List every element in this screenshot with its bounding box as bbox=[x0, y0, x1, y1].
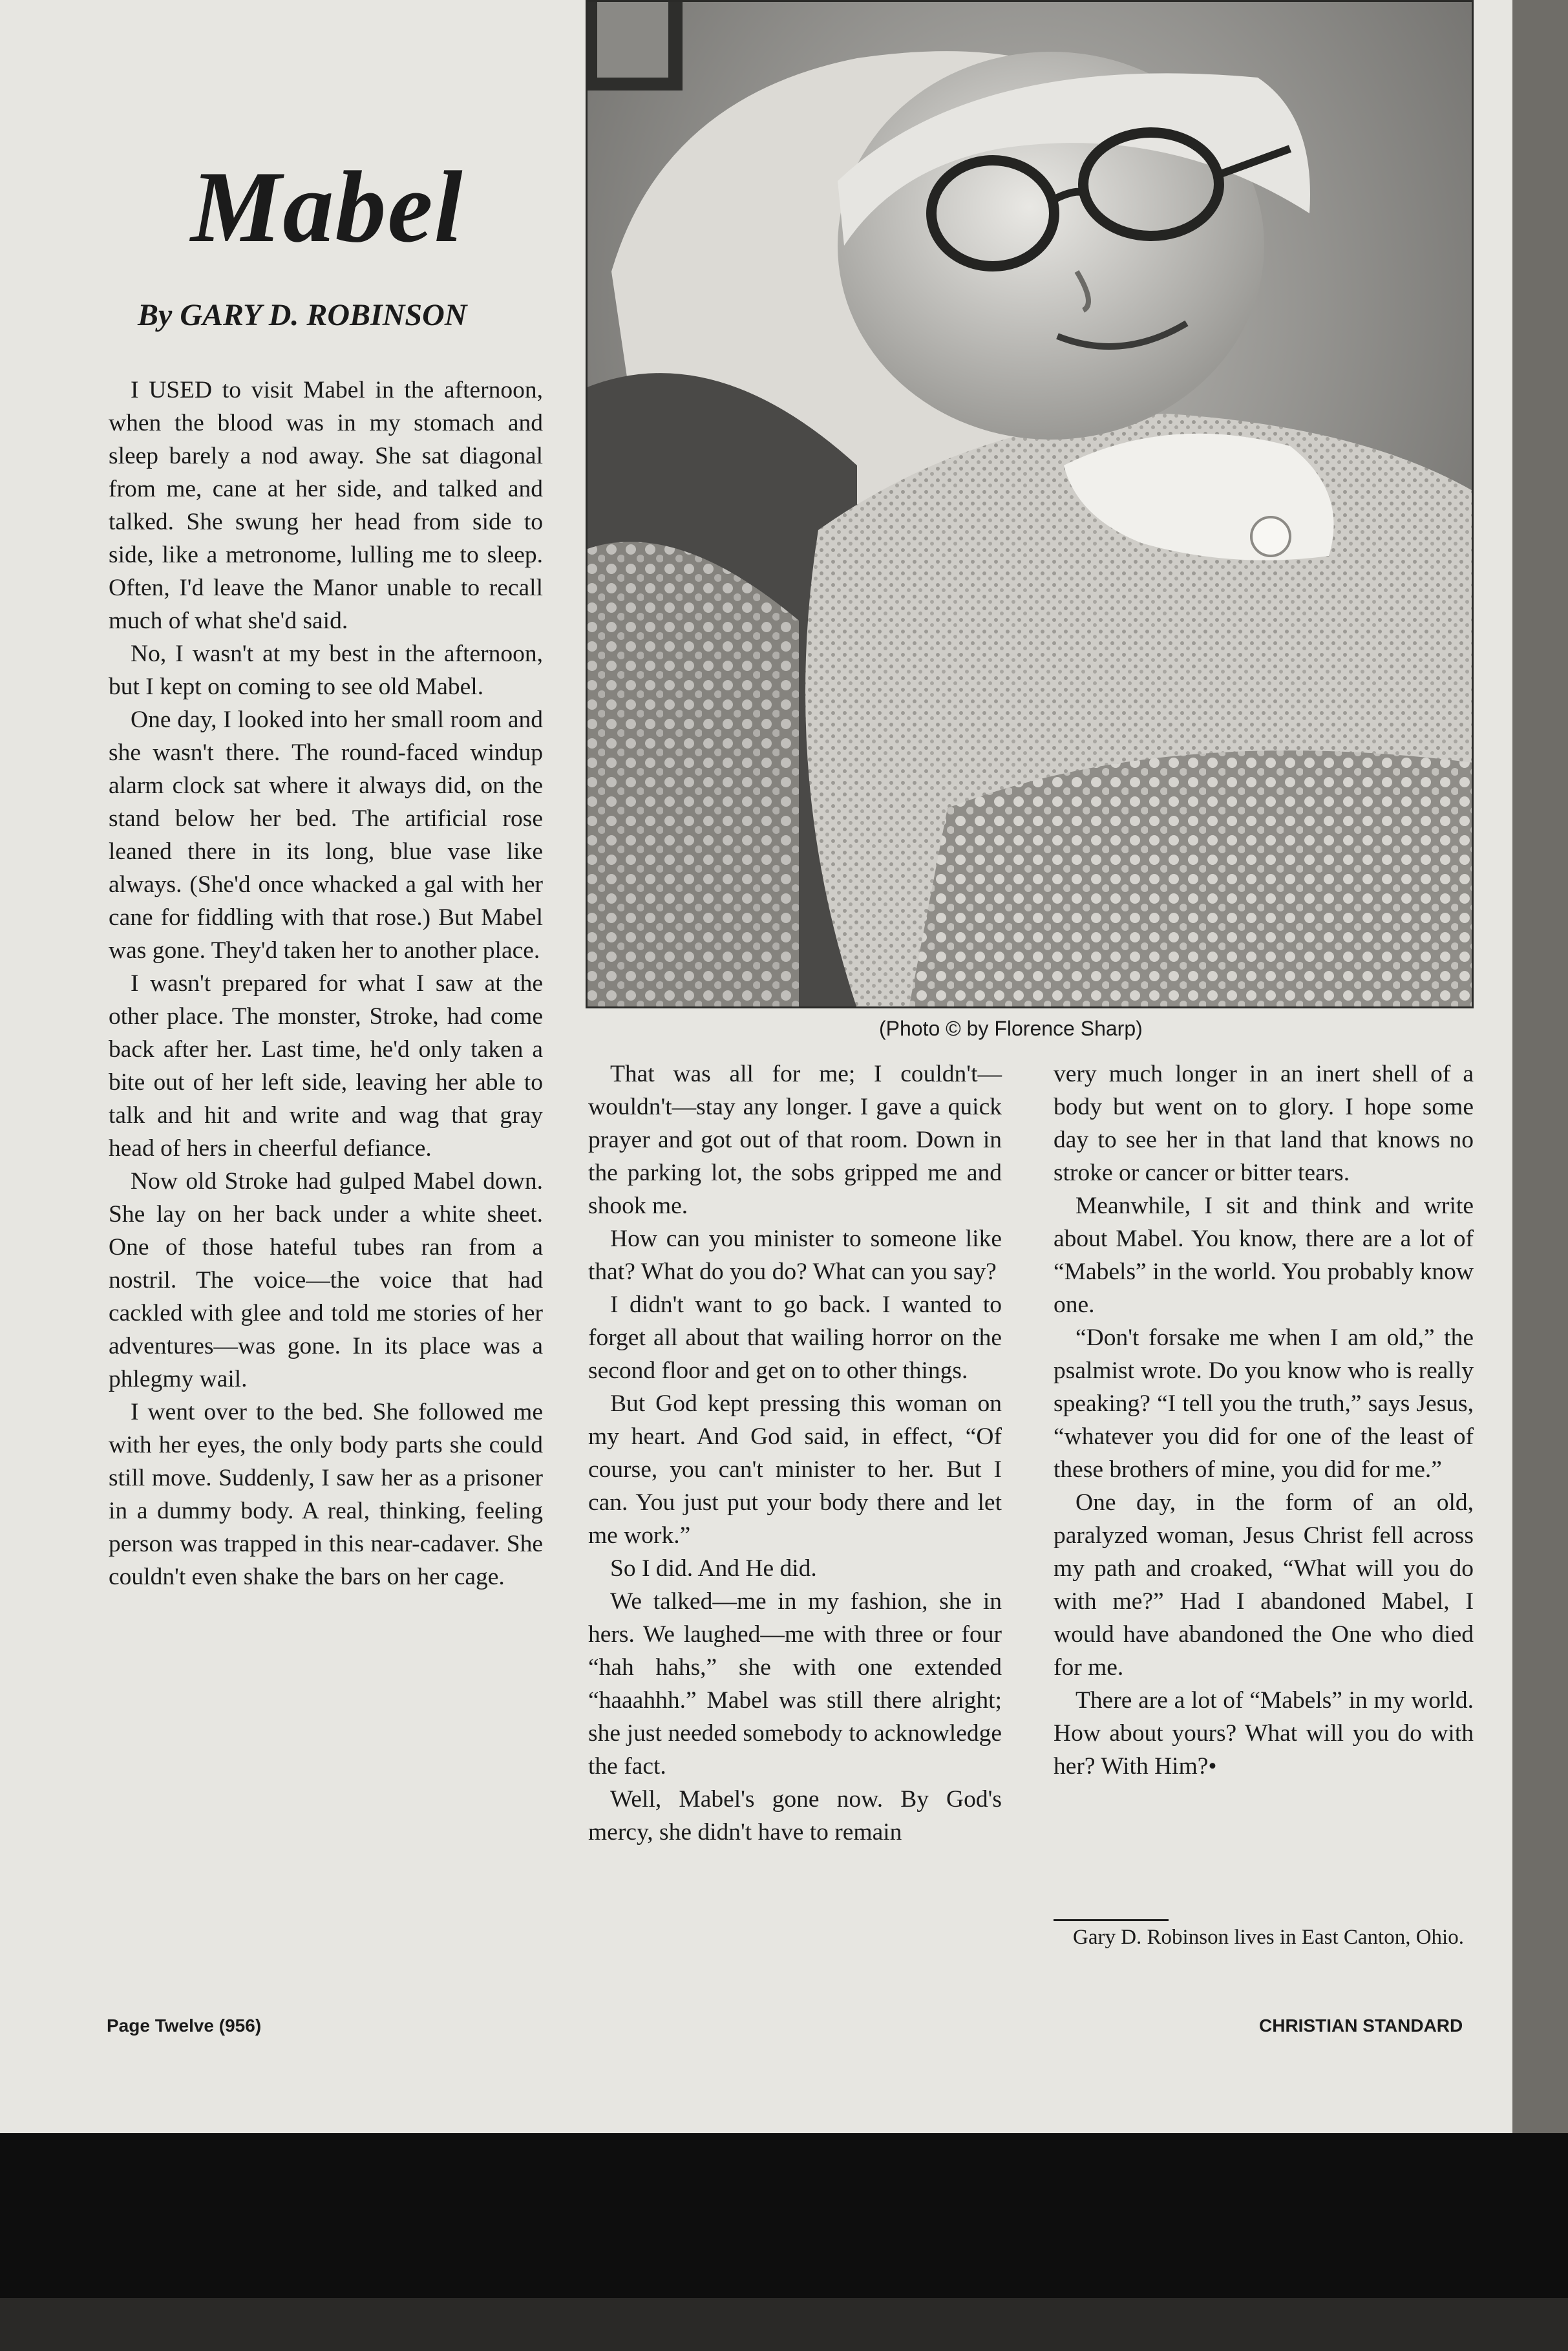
byline: By GARY D. ROBINSON bbox=[138, 298, 467, 332]
article-column-3 bbox=[1054, 1058, 1474, 1783]
paragraph: very much longer in an inert shell of a body but went on to glory. I hope some day to see her in that land that knows no stroke or cancer or bitter tears. bbox=[1054, 1061, 1474, 1186]
article-column-1 bbox=[109, 374, 543, 1593]
paragraph: We talked—me in my fashion, she in hers. We laughed—me with three or four “hah hahs,” she with one extended “haaahhh.” Mabel was still there alright; she just needed somebody to acknowledge the fact. bbox=[588, 1588, 1002, 1780]
paragraph: I USED to visit Mabel in the afternoon, when the blood was in my stomach and sleep barely a nod away. She sat diagonal from me, cane at her side, and talked and talked. She swung her head from side to side, like a metronome, lulling me to sleep. Often, I'd leave the Manor unable to recall much of what she'd said. bbox=[109, 377, 543, 634]
paragraph: Meanwhile, I sit and think and write about Mabel. You know, there are a lot of “Mabels” in the world. You probably know one. bbox=[1054, 1193, 1474, 1318]
paragraph: Well, Mabel's gone now. By God's mercy, she didn't have to remain bbox=[588, 1786, 1002, 1846]
bio-divider bbox=[1054, 1919, 1169, 1921]
paragraph: How can you minister to someone like that? What do you do? What can you say? bbox=[588, 1226, 1002, 1285]
paragraph: “Don't forsake me when I am old,” the psalmist wrote. Do you know who is really speaking? “I tell you the truth,” says Jesus, “whatever you did for one of the least of these brothers of mine, you did for me.” bbox=[1054, 1324, 1474, 1483]
paragraph: Now old Stroke had gulped Mabel down. She lay on her back under a white sheet. One of those hateful tubes ran from a nostril. The voice—the voice that had cackled with glee and told me stories of her adventures—was gone. In its place was a phlegmy wail. bbox=[109, 1168, 543, 1392]
paragraph: So I did. And He did. bbox=[610, 1555, 817, 1582]
paragraph: No, I wasn't at my best in the afternoon, but I kept on coming to see old Mabel. bbox=[109, 641, 543, 700]
magazine-name: CHRISTIAN STANDARD bbox=[1259, 2016, 1463, 2036]
paragraph: I wasn't prepared for what I saw at the other place. The monster, Stroke, had come back after her. Last time, he'd only taken a bite out of her left side, leaving her able to talk and hit and write and wag that gray head of hers in cheerful defiance. bbox=[109, 970, 543, 1162]
page-number: Page Twelve (956) bbox=[107, 2016, 262, 2036]
paragraph: I went over to the bed. She followed me with her eyes, the only body parts she could still move. Suddenly, I saw her as a prisoner in a dummy body. A real, thinking, feeling person was trapped in this near-cadaver. She couldn't even shake the bars on her cage. bbox=[109, 1399, 543, 1590]
article-column-2 bbox=[588, 1058, 1002, 1849]
author-bio: Gary D. Robinson lives in East Canton, Ohio. bbox=[1073, 1926, 1464, 1949]
paragraph: One day, I looked into her small room and she wasn't there. The round-faced windup alarm clock sat where it always did, on the stand below her bed. The artificial rose leaned there in its long, blue vase like always. (She'd once whacked a gal with her cane for fiddling with that rose.) But Mabel was gone. They'd taken her to another place. bbox=[109, 707, 543, 964]
fabric-background bbox=[0, 2298, 1568, 2351]
paragraph: One day, in the form of an old, paralyzed woman, Jesus Christ fell across my path and croaked, “What will you do with me?” Had I abandoned Mabel, I would have abandoned the One who died for me. bbox=[1054, 1489, 1474, 1681]
paragraph: There are a lot of “Mabels” in my world. How about yours? What will you do with her? With Him?• bbox=[1054, 1687, 1474, 1780]
paragraph: But God kept pressing this woman on my heart. And God said, in effect, “Of course, you can't minister to her. But I can. You just put your body there and let me work.” bbox=[588, 1390, 1002, 1549]
page-edge bbox=[1512, 0, 1568, 2133]
portrait-photo-icon bbox=[586, 0, 1474, 1008]
article-title: Mabel bbox=[191, 151, 464, 264]
photo-credit: (Photo © by Florence Sharp) bbox=[879, 1017, 1143, 1040]
paragraph: I didn't want to go back. I wanted to forget all about that wailing horror on the second floor and get on to other things. bbox=[588, 1292, 1002, 1384]
paragraph: That was all for me; I couldn't—wouldn't—stay any longer. I gave a quick prayer and got out of that room. Down in the parking lot, the sobs gripped me and shook me. bbox=[588, 1061, 1002, 1219]
